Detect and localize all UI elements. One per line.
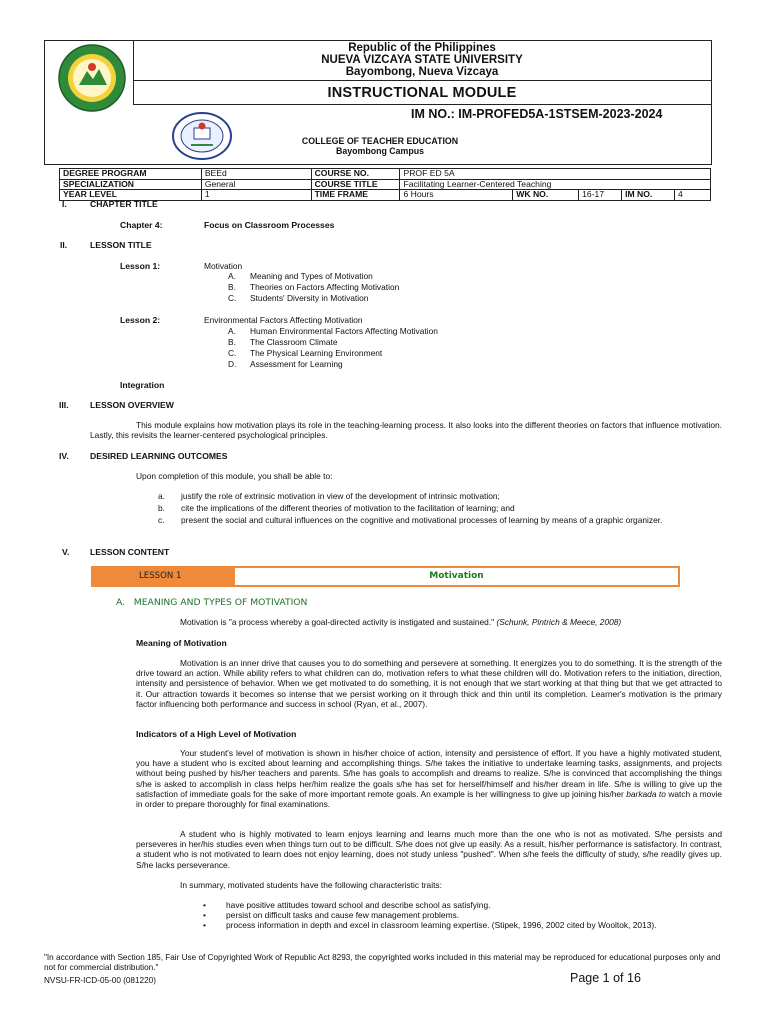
summary-line: In summary, motivated students have the following characteristic traits:	[180, 880, 442, 890]
section-number: I.	[62, 199, 67, 209]
definition-quote	[180, 617, 621, 627]
lesson-title: Motivation	[204, 261, 243, 271]
degree-label: DEGREE PROGRAM	[60, 169, 202, 180]
chapter-title: Focus on Classroom Processes	[204, 220, 335, 230]
list-item-key: C.	[228, 293, 237, 303]
im-no-label: IM NO.	[622, 190, 675, 201]
document-header	[44, 40, 712, 165]
form-code: NVSU-FR-ICD-05-00 (081220)	[44, 976, 156, 985]
college-name: COLLEGE OF TEACHER EDUCATION	[301, 136, 459, 146]
specialization-value: General	[201, 179, 311, 190]
table-row	[60, 169, 711, 180]
content-heading: A. MEANING AND TYPES OF MOTIVATION	[116, 597, 308, 608]
section-number: V.	[62, 547, 70, 557]
header-title-block	[133, 41, 711, 81]
time-frame-value: 6 Hours	[400, 190, 513, 201]
bullet-icon: •	[203, 920, 206, 930]
im-number: IM NO.: IM-PROFED5A-1STSEM-2023-2024	[411, 107, 663, 121]
list-item: process information in depth and excel in classroom learning expertise. (Stipek, 1996, 2002 cited by Wooltok, 2013).	[226, 920, 657, 930]
lesson-banner	[91, 566, 680, 587]
list-item-key: C.	[228, 348, 237, 358]
list-item-key: A.	[228, 271, 236, 281]
list-item-key: b.	[158, 503, 165, 513]
paragraph-text: watch a movie in order to prepare thoroughly for final examinations.	[136, 788, 723, 810]
list-item-key: A.	[228, 326, 236, 336]
section-title: LESSON OVERVIEW	[90, 400, 174, 410]
list-item: The Physical Learning Environment	[250, 348, 383, 358]
im-no-value: 4	[675, 190, 711, 201]
module-title: INSTRUCTIONAL MODULE	[133, 81, 711, 105]
subheading: Indicators of a High Level of Motivation	[136, 729, 297, 739]
section-title: LESSON CONTENT	[90, 547, 170, 557]
copyright-notice: "In accordance with Section 185, Fair Use of Copyrighted Work of Republic Act 8293, the copyrighted works included in this material may be reproduced for educational purposes only and not for commercial distribution."	[44, 953, 721, 972]
specialization-label: SPECIALIZATION	[60, 179, 202, 190]
list-item: present the social and cultural influences on the cognitive and motivational processes of learning by means of a graphic organizer.	[181, 515, 663, 525]
lesson-label: Lesson 2:	[120, 315, 161, 325]
definition-citation: (Schunk, Pintrich & Meece, 2008)	[496, 617, 622, 627]
motivated-student-paragraph: A student who is highly motivated to learn enjoys learning and learns much more than the one who is not as motivated. S/he persists and perseveres in her/his studies even when things turn out to be difficult. S/he does not give up easily. As a result, his/her performance is satisfactory. In contrast, a student who is not motivated to learn does not enjoy learning, does not study unless "pushed". When s/he feels the difficulty of study, s/he readily gives up. S/he lacks perseverance.	[136, 829, 722, 870]
indicators-paragraph	[136, 748, 722, 809]
bullet-icon: •	[203, 900, 206, 910]
list-item-key: B.	[228, 282, 236, 292]
section-title: DESIRED LEARNING OUTCOMES	[90, 451, 228, 461]
section-number: II.	[60, 240, 68, 250]
university-seal	[57, 43, 127, 113]
section-number: IV.	[59, 451, 69, 461]
section-title: CHAPTER TITLE	[90, 199, 158, 209]
integration-label: Integration	[120, 380, 165, 390]
year-value: 1	[201, 190, 311, 201]
list-item: Meaning and Types of Motivation	[250, 271, 373, 281]
page-number: Page 1 of 16	[570, 971, 641, 985]
course-info-table	[59, 168, 711, 201]
outcomes-intro: Upon completion of this module, you shall be able to:	[136, 471, 333, 481]
list-item: Students' Diversity in Motivation	[250, 293, 369, 303]
paragraph-text: Your student's level of motivation is shown in his/her choice of action, intensity and persistence of effort. If you have a highly motivated student, you have a student who is excited about learning and accomplishing things. S/he takes the initiative to undertake learning tasks, assignments, and projects without being pushed by his/her teachers and parents. S/he has goals to accomplish and dreams to realize. S/he is convinced that accomplishing the things s/he is asked to accomplish in class helps her/him realize the goals s/he has set for herself/himself and his/her dream in life. S/he is willing to give up the satisfaction of immediate goals for the sake of more important remote goals. An example is her willingness to give up joining his/her	[136, 748, 722, 799]
list-item: The Classroom Climate	[250, 337, 338, 347]
overview-paragraph: This module explains how motivation plays its role in the teaching-learning process. It also looks into the different theories on factors that influence motivation. Lastly, this revisits the learner-centered psychological principles.	[90, 420, 722, 441]
time-frame-label: TIME FRAME	[311, 190, 400, 201]
list-item: have positive attitudes toward school and describe school as satisfying.	[226, 900, 491, 910]
table-row	[60, 179, 711, 190]
section-title: LESSON TITLE	[90, 240, 152, 250]
list-item-key: B.	[228, 337, 236, 347]
section-number: III.	[59, 400, 69, 410]
chapter-label: Chapter 4:	[120, 220, 163, 230]
lesson-banner-label: LESSON 1	[93, 568, 235, 585]
meaning-paragraph: Motivation is an inner drive that causes you to do something and persevere at something. It energizes you to do something. It is the strength of the drive toward an action. While ability refers to what children can do, motivation refers to what these children will do. Motivation refers to the initiation, direction, intensity and persistence of behavior. When we get motivated to do something, it is not enough that we start working at that thing but that we get attracted to it. Our attraction towards it becomes so intense that we persist working on it through thick and thin until its completion. Learner's motivation is the primary factor influencing both performance and success in school (Ryan, et al., 2007).	[136, 658, 722, 709]
course-title-value: Facilitating Learner-Centered Teaching	[400, 179, 711, 190]
list-item: cite the implications of the different theories of motivation to the facilitation of learning; and	[181, 503, 515, 513]
course-title-label: COURSE TITLE	[311, 179, 400, 190]
subheading: Meaning of Motivation	[136, 638, 227, 648]
week-label: WK NO.	[513, 190, 579, 201]
republic-line: Republic of the Philippines	[348, 42, 496, 54]
course-no-label: COURSE NO.	[311, 169, 400, 180]
list-item: justify the role of extrinsic motivation in view of the development of intrinsic motivation;	[181, 491, 500, 501]
lesson-banner-title: Motivation	[429, 571, 484, 581]
university-location: Bayombong, Nueva Vizcaya	[345, 66, 499, 78]
list-item: persist on difficult tasks and cause few management problems.	[226, 910, 460, 920]
bullet-icon: •	[203, 910, 206, 920]
degree-value: BEEd	[201, 169, 311, 180]
list-item: Theories on Factors Affecting Motivation	[250, 282, 400, 292]
university-name: NUEVA VIZCAYA STATE UNIVERSITY	[321, 54, 523, 66]
course-no-value: PROF ED 5A	[400, 169, 711, 180]
list-item-key: c.	[158, 515, 165, 525]
definition-text: Motivation is "a process whereby a goal-directed activity is instigated and sustained."	[180, 617, 495, 627]
campus-name: Bayombong Campus	[336, 146, 424, 156]
lesson-label: Lesson 1:	[120, 261, 161, 271]
week-value: 16-17	[579, 190, 622, 201]
list-item: Assessment for Learning	[250, 359, 343, 369]
year-label: YEAR LEVEL	[60, 190, 202, 201]
list-item: Human Environmental Factors Affecting Motivation	[250, 326, 438, 336]
paragraph-emphasis: barkada to	[626, 788, 666, 799]
list-item-key: D.	[228, 359, 237, 369]
lesson-title: Environmental Factors Affecting Motivation	[204, 315, 363, 325]
list-item-key: a.	[158, 491, 165, 501]
college-seal	[171, 111, 233, 161]
